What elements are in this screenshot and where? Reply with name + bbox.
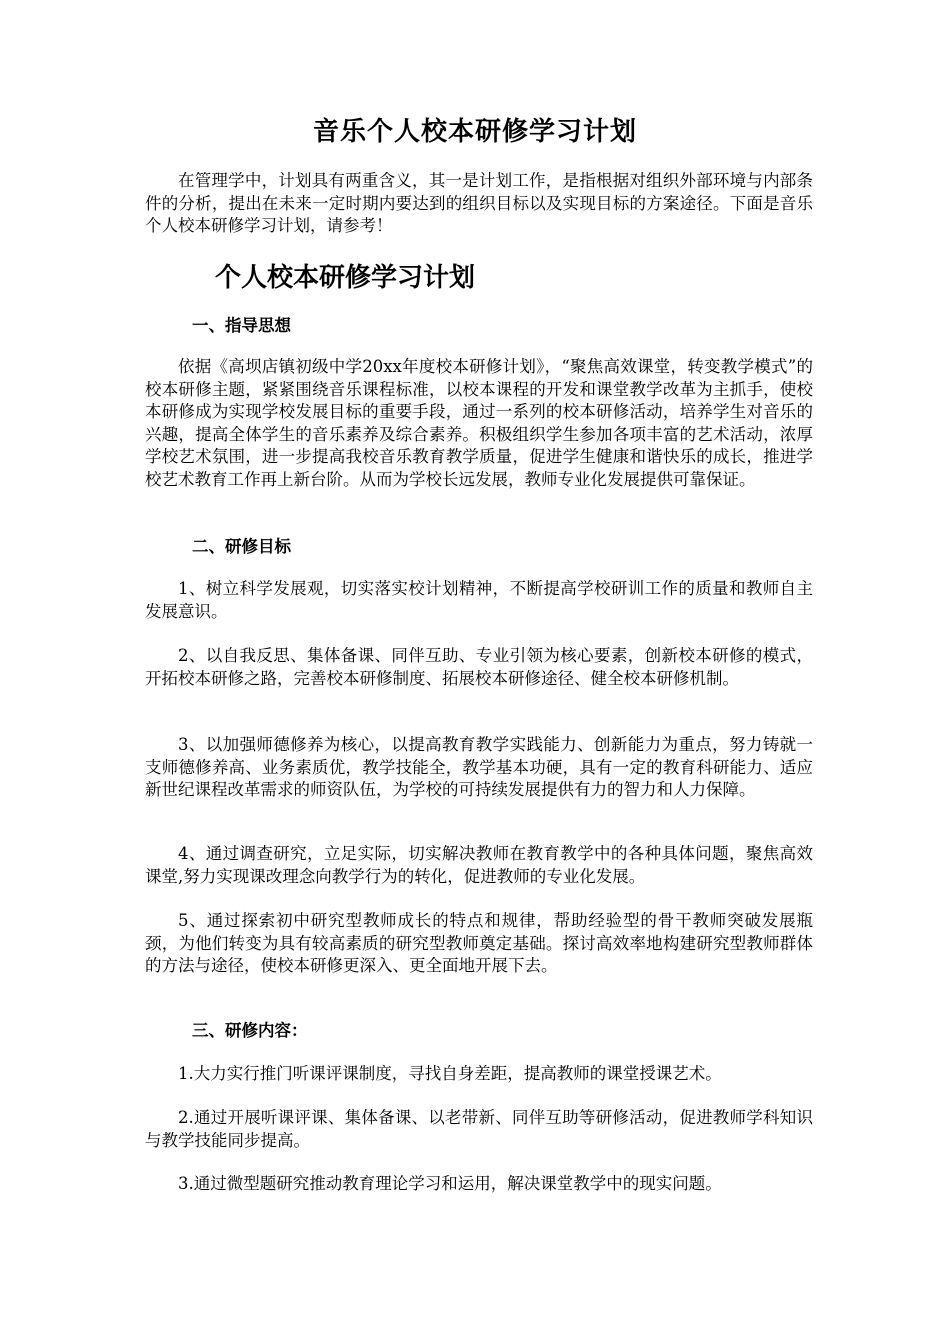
section-heading-goals: 二、研修目标 <box>192 537 291 556</box>
plan-subtitle: 个人校本研修学习计划 <box>215 263 476 293</box>
goal-paragraph-4: 4、通过调查研究，立足实际，切实解决教师在教育教学中的各种具体问题，聚焦高效课堂,努力实现课改理念向教学行为的转化，促进教师的专业化发展。 <box>145 844 813 886</box>
content-paragraph-3: 3.通过微型题研究推动教育理论学习和运用，解决课堂教学中的现实问题。 <box>178 1174 722 1193</box>
content-paragraph-2: 2.通过开展听课评课、集体备课、以老带新、同伴互助等研修活动，促进教师学科知识与教学技能同步提高。 <box>145 1108 813 1150</box>
section-heading-guiding-ideology: 一、指导思想 <box>192 316 291 335</box>
goal-paragraph-5: 5、通过探索初中研究型教师成长的特点和规律，帮助经验型的骨干教师突破发展瓶颈，为他们转变为具有较高素质的研究型教师奠定基础。探讨高效率地构建研究型教师群体的方法与途径，使校本研修更深入、更全面地开展下去。 <box>145 911 813 975</box>
guiding-ideology-paragraph: 依据《高坝店镇初级中学20xx年度校本研修计划》，“聚焦高效课堂，转变教学模式”的校本研修主题，紧紧围绕音乐课程标准，以校本课程的开发和课堂教学改革为主抓手，使校本研修成为实现学校发展目标的重要手段，通过一系列的校本研修活动，培养学生对音乐的兴趣，提高全体学生的音乐素养及综合素养。积极组织学生参加各项丰富的艺术活动，浓厚学校艺术氛围，进一步提高我校音乐教育教学质量，促进学生健康和谐快乐的成长，推进学校艺术教育工作再上新台阶。从而为学校长远发展，教师专业化发展提供可靠保证。 <box>145 357 813 489</box>
intro-paragraph: 在管理学中，计划具有两重含义，其一是计划工作，是指根据对组织外部环境与内部条件的分析，提出在未来一定时期内要达到的组织目标以及实现目标的方案途径。下面是音乐个人校本研修学习计划，请参考！ <box>145 171 813 235</box>
goal-paragraph-2: 2、以自我反思、集体备课、同伴互助、专业引领为核心要素，创新校本研修的模式，开拓校本研修之路，完善校本研修制度、拓展校本研修途径、健全校本研修机制。 <box>145 646 813 688</box>
section-heading-content: 三、研修内容： <box>192 1021 308 1040</box>
goal-paragraph-1: 1、树立科学发展观，切实落实校计划精神，不断提高学校研训工作的质量和教师自主发展意识。 <box>145 579 813 621</box>
content-paragraph-1: 1.大力实行推门听课评课制度，寻找自身差距，提高教师的课堂授课艺术。 <box>178 1064 722 1083</box>
goal-paragraph-3: 3、以加强师德修养为核心，以提高教育教学实践能力、创新能力为重点，努力铸就一支师德修养高、业务素质优，教学技能全，教学基本功硬，具有一定的教育科研能力、适应新世纪课程改革需求的师资队伍，为学校的可持续发展提供有力的智力和人力保障。 <box>145 735 813 799</box>
document-title: 音乐个人校本研修学习计划 <box>312 117 637 147</box>
